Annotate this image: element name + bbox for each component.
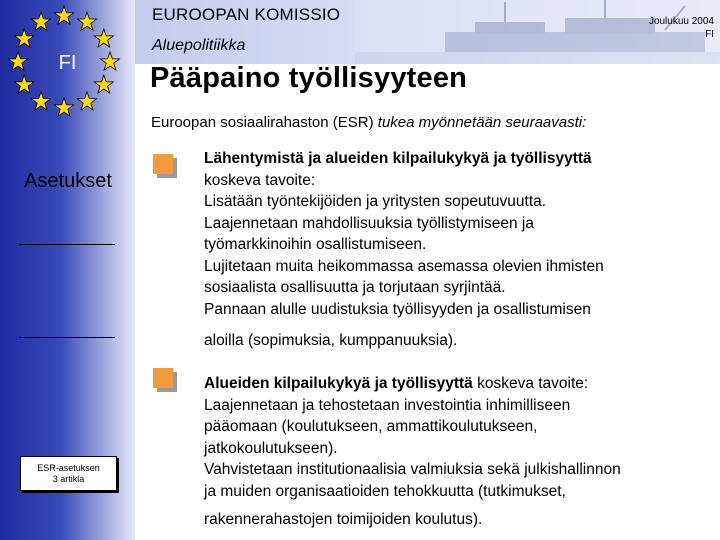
eu-star-icon: [15, 29, 34, 47]
bullet-line: Pannaan alulle uudistuksia työllisyyden ja osallistumisen: [204, 300, 591, 318]
slide-language: FI: [705, 29, 714, 40]
regulation-reference-line: 3 artikla: [52, 473, 85, 484]
eu-star-icon: [55, 98, 74, 116]
eu-star-icon: [94, 75, 113, 93]
eu-star-icon: [32, 92, 51, 110]
bullet-line: Laajennetaan ja tehostetaan investointia inhimilliseen: [204, 396, 571, 414]
bullet-section: [204, 373, 621, 502]
section-heading-bold: Lähentymistä ja alueiden kilpailukykyä ja työllisyyttä: [204, 150, 592, 167]
section-heading-continued: koskeva tavoite:: [204, 171, 316, 189]
slide-date: Joulukuu 2004: [648, 16, 714, 27]
date-and-language: [649, 15, 714, 41]
regulation-reference-box: [20, 456, 117, 491]
subtitle: [151, 114, 586, 131]
bullet-line: sosiaalista osallisuutta ja torjutaan syrjintää.: [204, 279, 506, 296]
bullet-line: Lujitetaan muita heikommassa asemassa olevien ihmisten: [204, 257, 604, 275]
eu-star-icon: [78, 12, 97, 30]
bullet-line: Vahvistetaan institutionaalisia valmiuksia sekä julkishallinnon: [204, 461, 621, 478]
subtitle-italic: tukea myönnetään seuraavasti:: [377, 114, 587, 131]
bullet-line: Lisätään työntekijöiden ja yritysten sopeutuvuutta.: [204, 193, 547, 210]
sidebar-divider: [19, 244, 115, 245]
eu-star-icon: [15, 75, 34, 93]
flag-country-code: FI: [58, 52, 77, 74]
eu-star-icon: [94, 29, 113, 47]
sidebar-heading: Asetukset: [24, 170, 112, 192]
eu-star-icon: [78, 92, 97, 110]
bullet-line: jatkokoulutukseen).: [204, 439, 338, 457]
eu-star-icon: [55, 6, 74, 24]
eu-star-icon: [32, 12, 51, 30]
orange-square-bullet-icon: [153, 154, 173, 174]
section-heading: [204, 373, 621, 395]
bullet-line: ja muiden organisaatioiden tehokkuutta (tutkimukset,: [204, 482, 566, 500]
section-heading-bold: Alueiden kilpailukykyä ja työllisyyttä: [204, 375, 473, 392]
bullet-line: työmarkkinoihin osallistumiseen.: [204, 236, 427, 253]
sidebar-divider: [19, 337, 115, 338]
regulation-reference-line: ESR-asetuksen: [37, 462, 100, 473]
bullet-line: Laajennetaan mahdollisuuksia työllistymiseen ja: [204, 214, 534, 232]
department-name: Aluepolitiikka: [152, 37, 246, 54]
bullet-line: aloilla (sopimuksia, kumppanuuksia).: [204, 332, 458, 349]
organisation-name: EUROOPAN KOMISSIO: [152, 5, 341, 24]
subtitle-lead: Euroopan sosiaalirahaston (ESR): [151, 114, 378, 131]
section-heading: [204, 148, 604, 170]
bullet-line: rakennerahastojen toimijoiden koulutus).: [204, 511, 483, 528]
bullet-section: [204, 148, 604, 320]
orange-square-bullet-icon: [153, 368, 173, 388]
sidebar: [0, 0, 135, 540]
section-heading-rest: koskeva tavoite:: [472, 375, 589, 392]
bullet-line: pääomaan (koulutukseen, ammattikoulutukseen,: [204, 418, 538, 435]
page-title: Pääpaino työllisyyteen: [150, 62, 468, 94]
